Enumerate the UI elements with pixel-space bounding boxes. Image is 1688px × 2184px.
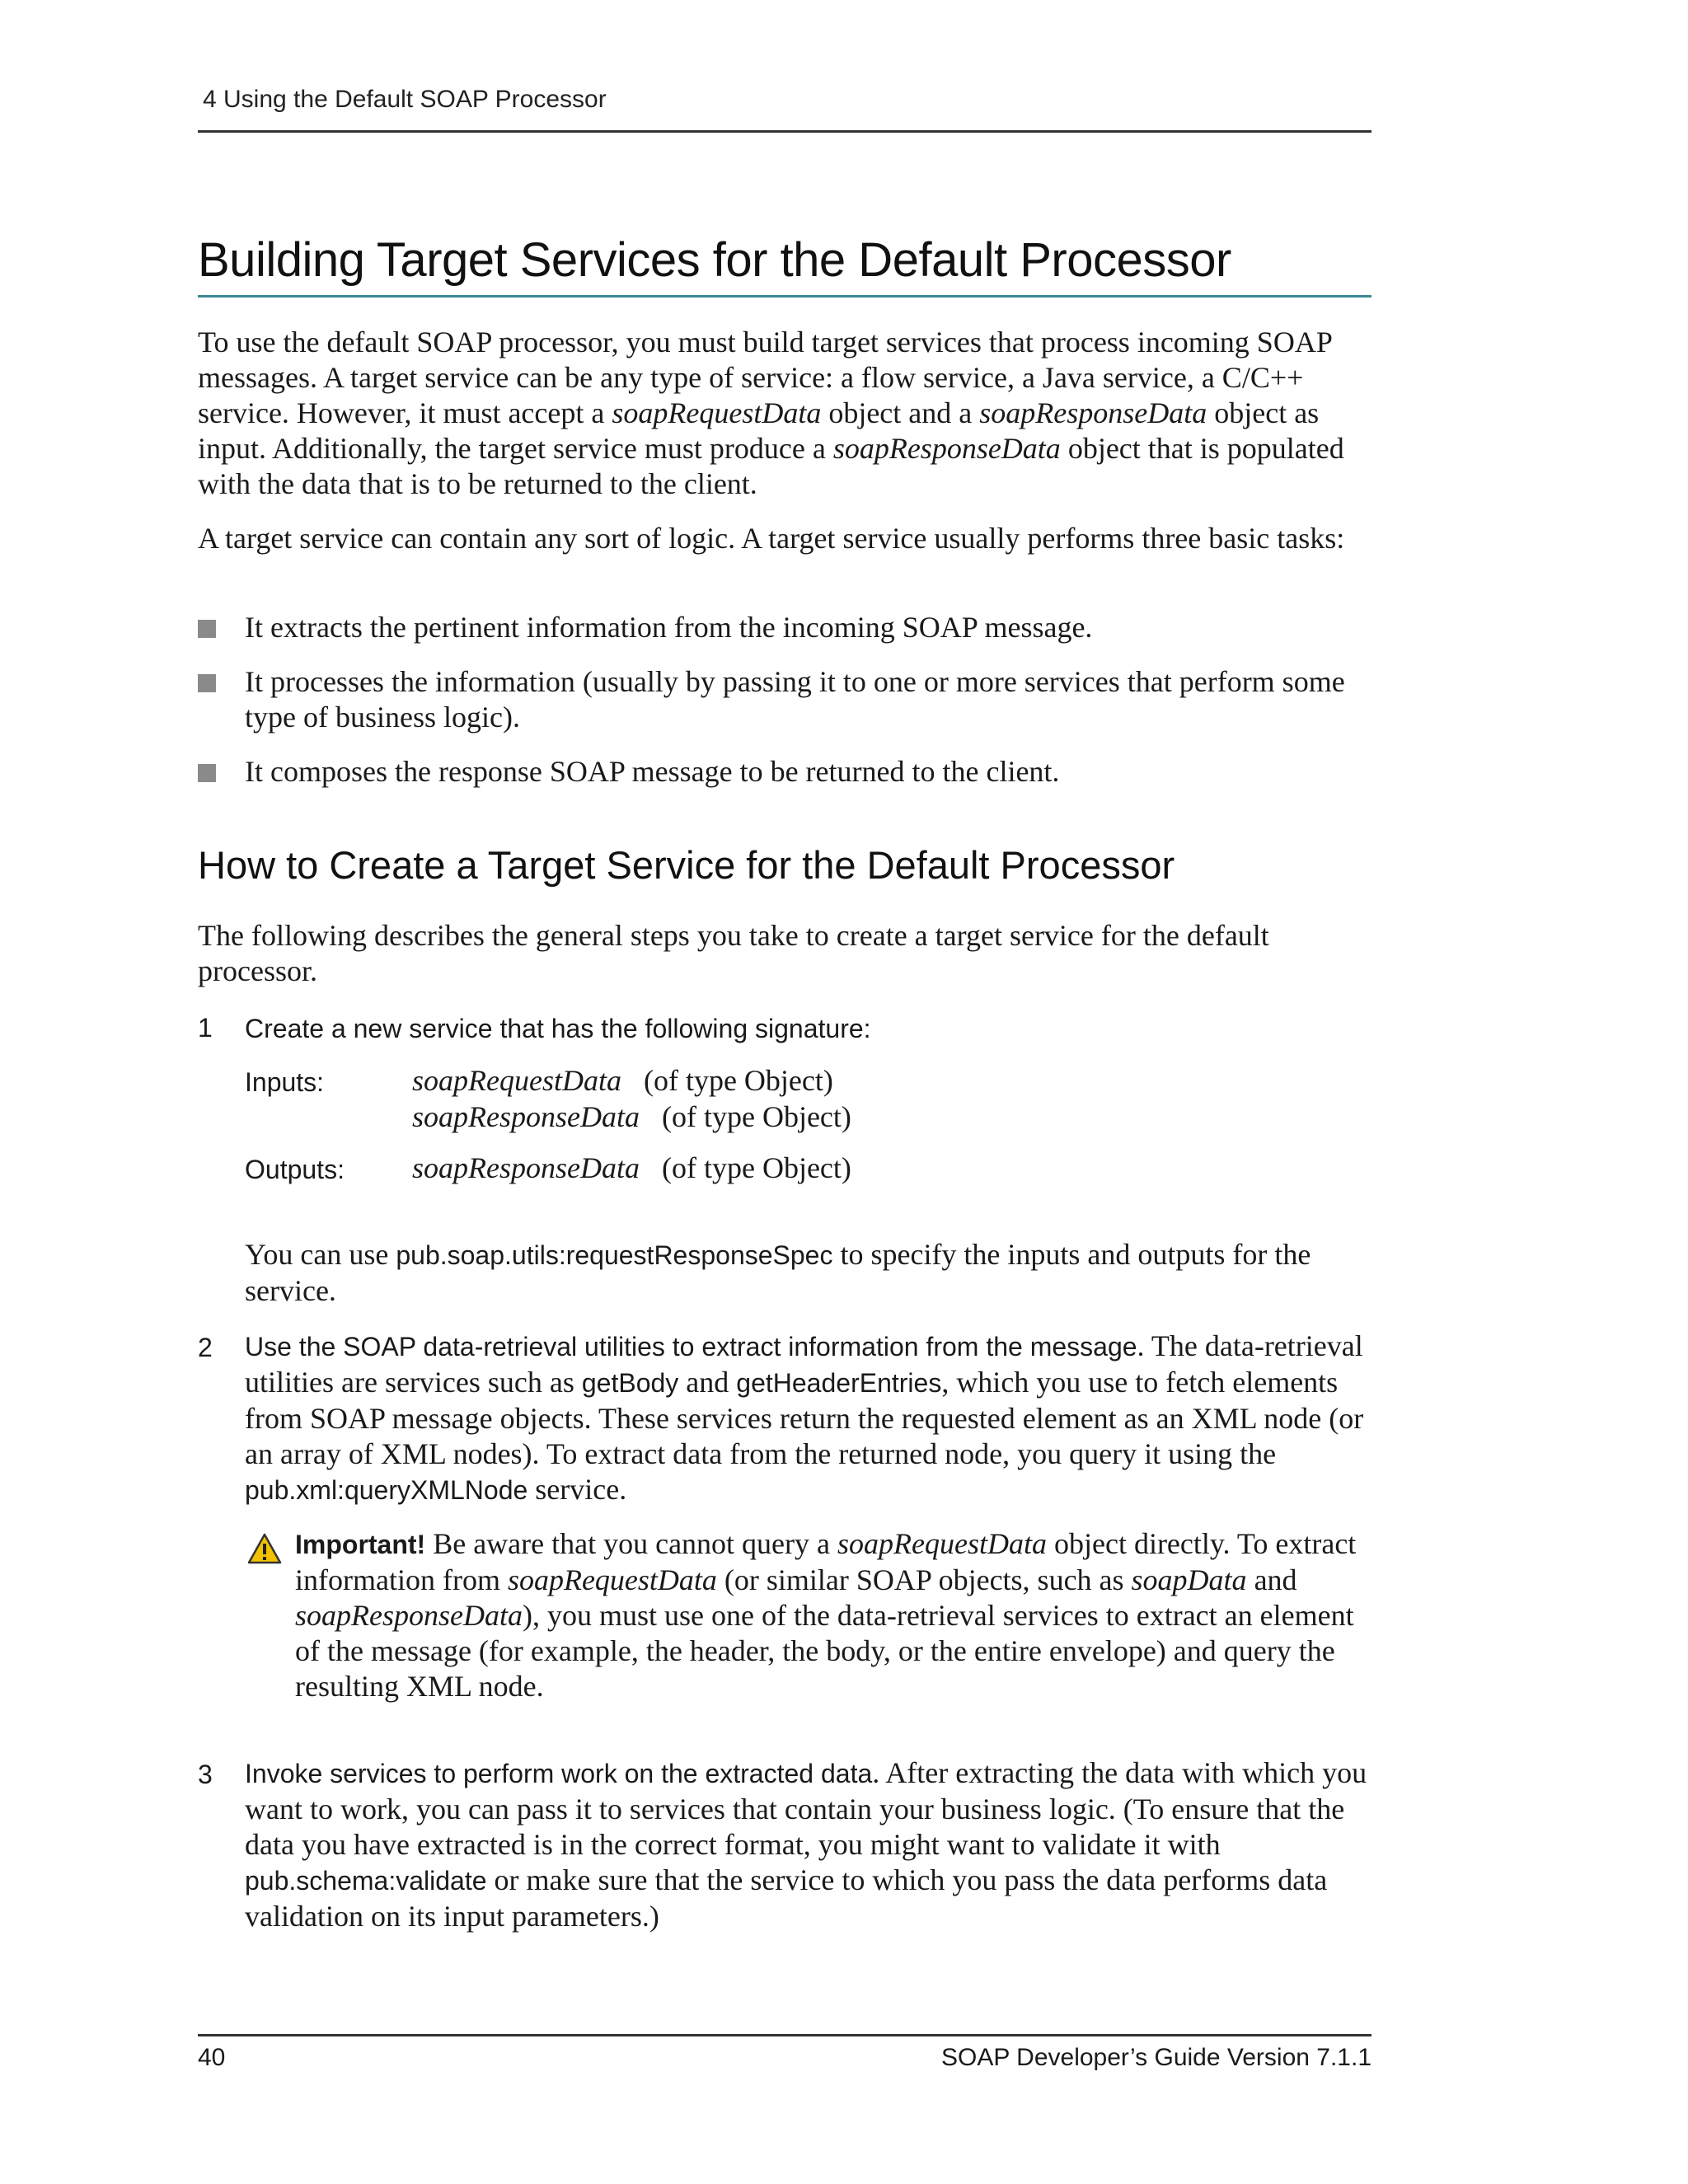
intro-paragraph-2: A target service can contain any sort of logic. A target service usually performs three basic tasks: — [198, 522, 1345, 555]
bullet-marker — [198, 674, 216, 692]
output-1: soapResponseData (of type Object) — [412, 1151, 851, 1184]
step-1-note: You can use pub.soap.utils:requestResponseSpec to specify the inputs and outputs for the service. — [245, 1238, 1311, 1307]
document-title: SOAP Developer’s Guide Version 7.1.1 — [941, 2044, 1372, 2071]
list-item: It extracts the pertinent information from the incoming SOAP message. — [245, 611, 1093, 644]
input-2: soapResponseData (of type Object) — [412, 1100, 851, 1133]
step-number: 1 — [198, 1013, 213, 1043]
step-number: 3 — [198, 1760, 213, 1789]
step-1-lead: Create a new service that has the following signature: — [245, 1014, 871, 1043]
step-number: 2 — [198, 1333, 213, 1362]
bullet-marker — [198, 620, 216, 638]
intro-paragraph-1: To use the default SOAP processor, you must build target services that process incoming SOAP messages. A target service can be any type of service: a flow service, a Java service, a C/C++ service. However, it must accept a soapRequestData object and a soapResponseData object as input. Additionally, the target service must produce a soapResponseData object that is populated with the data that is to be returned to the client. — [198, 326, 1344, 500]
inputs-label: Inputs: — [245, 1067, 325, 1097]
header-rule — [198, 130, 1372, 133]
section-heading: How to Create a Target Service for the Default Processor — [198, 843, 1175, 887]
section-intro: The following describes the general steps you take to create a target service for the default processor. — [198, 919, 1269, 987]
page-number: 40 — [198, 2044, 226, 2071]
footer-rule — [198, 2034, 1372, 2036]
list-item: It processes the information (usually by passing it to one or more services that perform some type of business logic). — [245, 665, 1345, 733]
bullet-marker — [198, 764, 216, 782]
important-note: Important! Be aware that you cannot query a soapRequestData object directly. To extract information from soapRequestData (or similar SOAP objects, such as soapData and soapResponseData), you must use one of the data-retrieval services to extract an element of the message (for example, the header, the body, or the entire envelope) and query the resulting XML node. — [295, 1527, 1357, 1703]
chapter-header: 4 Using the Default SOAP Processor — [203, 86, 607, 113]
step-2-text: Use the SOAP data-retrieval utilities to extract information from the message. The data-retrieval utilities are services such as getBody and getHeaderEntries, which you use to fetch elements from SOAP message objects. These services return the requested element as an XML node (or an array of XML nodes). To extract data from the returned node, you query it using the pub.xml:queryXMLNode service. — [245, 1329, 1364, 1506]
input-1: soapRequestData (of type Object) — [412, 1064, 833, 1097]
title-rule — [198, 295, 1372, 298]
outputs-label: Outputs: — [245, 1155, 345, 1184]
step-3-text: Invoke services to perform work on the extracted data. After extracting the data with which you want to work, you can pass it to services that contain your business logic. (To ensure that the data you have extracted is in the correct format, you might want to validate it with pub.schema:validate or make sure that the service to which you pass the data performs data validation on its input parameters.) — [245, 1756, 1367, 1933]
list-item: It composes the response SOAP message to be returned to the client. — [245, 755, 1060, 788]
warning-icon — [247, 1533, 282, 1564]
page-title: Building Target Services for the Default Processor — [198, 233, 1231, 287]
